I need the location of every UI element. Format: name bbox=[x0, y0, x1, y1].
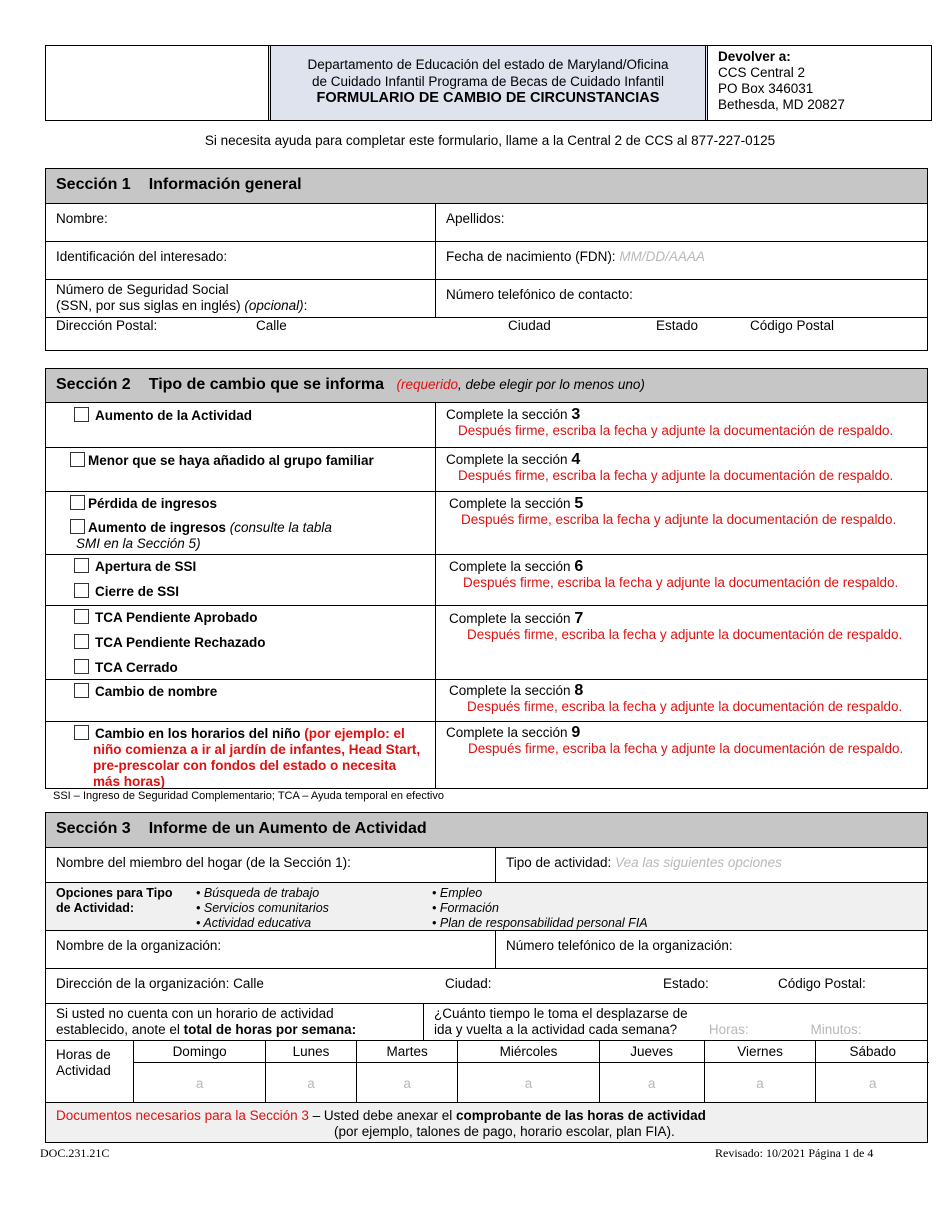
logo-area bbox=[46, 46, 268, 120]
section-1-header bbox=[46, 169, 927, 204]
form-title: FORMULARIO DE CAMBIO DE CIRCUNSTANCIAS bbox=[316, 90, 660, 106]
option-label: TCA Cerrado bbox=[95, 660, 178, 675]
return-line: CCS Central 2 bbox=[718, 65, 806, 80]
field-label: Ciudad: bbox=[445, 976, 492, 991]
section-3-header bbox=[46, 813, 927, 848]
field-label: Código Postal: bbox=[778, 976, 866, 991]
option-item: Plan de responsabilidad personal FIA bbox=[439, 916, 648, 930]
day-hours-input[interactable]: a bbox=[356, 1063, 458, 1104]
complete-label: Complete la sección bbox=[446, 407, 568, 422]
nombre-field[interactable] bbox=[46, 204, 435, 241]
option-tca-cerrado[interactable] bbox=[74, 659, 425, 676]
ssn-field[interactable] bbox=[46, 280, 435, 317]
field-label: Estado: bbox=[663, 976, 709, 991]
day-hours-input[interactable]: a bbox=[704, 1063, 816, 1104]
option-item: Empleo bbox=[439, 886, 483, 900]
section-ref: 9 bbox=[571, 724, 581, 741]
section-3 bbox=[45, 812, 928, 1143]
field-label: Fecha de nacimiento (FDN): bbox=[446, 249, 616, 264]
option-apertura-ssi[interactable] bbox=[74, 558, 425, 575]
field-label: Apellidos: bbox=[446, 211, 505, 226]
option-item: Actividad educativa bbox=[203, 916, 312, 930]
field-label: Estado bbox=[656, 318, 699, 333]
form-row bbox=[46, 242, 927, 280]
horas-placeholder[interactable]: Horas: bbox=[708, 1022, 749, 1037]
field-label: Tipo de actividad: bbox=[506, 855, 612, 870]
section-2-header bbox=[46, 369, 927, 403]
field-label: Número de Seguridad Social bbox=[56, 282, 229, 297]
section-number: Sección 2 bbox=[56, 376, 131, 393]
hours-label: Actividad bbox=[56, 1063, 111, 1078]
option-tca-rechazado[interactable] bbox=[74, 634, 425, 651]
return-line: Bethesda, MD 20827 bbox=[718, 97, 845, 112]
required-documents bbox=[46, 1103, 927, 1142]
options-list-2: • Empleo • Formación • Plan de responsabilidad personal FIA bbox=[432, 886, 648, 930]
section-ref: 8 bbox=[574, 682, 584, 699]
complete-label: Complete la sección bbox=[446, 452, 568, 467]
instruction-text: Después firme, escriba la fecha y adjunte la documentación de respaldo. bbox=[468, 741, 904, 756]
option-nombre[interactable] bbox=[46, 680, 435, 721]
instruction-cell bbox=[435, 492, 927, 554]
field-label: Código Postal bbox=[750, 318, 835, 333]
direccion-field[interactable] bbox=[46, 318, 927, 350]
field-label: Si usted no cuenta con un horario de actividad bbox=[56, 1006, 334, 1021]
docs-examples: (por ejemplo, talones de pago, horario escolar, plan FIA). bbox=[334, 1124, 675, 1139]
field-label: Dirección de la organización: Calle bbox=[56, 976, 264, 991]
field-placeholder: Vea las siguientes opciones bbox=[615, 855, 782, 870]
instruction-text: Después firme, escriba la fecha y adjunte la documentación de respaldo. bbox=[467, 627, 903, 642]
section-number: Sección 1 bbox=[56, 176, 131, 193]
docs-text-bold: comprobante de las horas de actividad bbox=[456, 1108, 706, 1123]
day-header: Lunes bbox=[266, 1041, 357, 1063]
checkbox[interactable] bbox=[70, 519, 85, 534]
complete-label: Complete la sección bbox=[446, 725, 568, 740]
complete-label: Complete la sección bbox=[449, 611, 571, 626]
option-example: niño comienza a ir al jardín de infantes, Head Start, bbox=[93, 742, 421, 757]
complete-label: Complete la sección bbox=[449, 683, 571, 698]
option-cierre-ssi[interactable] bbox=[74, 583, 425, 600]
instruction-cell bbox=[435, 722, 927, 788]
option-example: (por ejemplo: el bbox=[304, 726, 405, 741]
checkbox[interactable] bbox=[74, 659, 89, 674]
options-label: Opciones para Tipo bbox=[56, 886, 173, 900]
return-line: PO Box 346031 bbox=[718, 81, 814, 96]
change-row bbox=[46, 722, 927, 788]
instruction-cell bbox=[435, 680, 927, 721]
field-label: total de horas por semana: bbox=[183, 1022, 357, 1037]
section-ref: 5 bbox=[574, 495, 584, 512]
hours-label: Horas de bbox=[56, 1047, 111, 1062]
day-header: Viernes bbox=[704, 1041, 816, 1063]
dept-line-2: de Cuidado Infantil Programa de Becas de Cuidado Infantil bbox=[312, 74, 664, 89]
form-row bbox=[46, 931, 927, 969]
option-aumento-actividad[interactable] bbox=[46, 403, 435, 447]
day-header: Martes bbox=[356, 1041, 458, 1063]
option-perdida[interactable] bbox=[70, 495, 425, 512]
form-row bbox=[46, 280, 927, 318]
complete-label: Complete la sección bbox=[449, 559, 571, 574]
days-table bbox=[133, 1041, 929, 1103]
section-ref: 4 bbox=[571, 451, 581, 468]
change-row bbox=[46, 403, 927, 448]
complete-label: Complete la sección bbox=[449, 496, 571, 511]
tca-options bbox=[46, 606, 435, 679]
instruction-cell bbox=[435, 448, 927, 491]
ssi-options bbox=[46, 555, 435, 605]
day-hours-input[interactable]: a bbox=[816, 1063, 929, 1104]
checkbox[interactable] bbox=[74, 583, 89, 598]
option-label: TCA Pendiente Rechazado bbox=[95, 635, 266, 650]
instruction-text: Después firme, escriba la fecha y adjunte la documentación de respaldo. bbox=[458, 423, 894, 438]
day-header: Miércoles bbox=[458, 1041, 599, 1063]
activity-options bbox=[46, 883, 927, 931]
field-label: establecido, anote el bbox=[56, 1022, 184, 1037]
checkbox[interactable] bbox=[74, 725, 89, 740]
instruction-cell bbox=[435, 403, 927, 447]
instruction-text: Después firme, escriba la fecha y adjunte la documentación de respaldo. bbox=[461, 512, 897, 527]
section-title: Informe de un Aumento de Actividad bbox=[148, 820, 427, 837]
org-tel-field[interactable] bbox=[495, 931, 927, 968]
section-ref: 6 bbox=[574, 558, 584, 575]
option-note: (consulte la tabla bbox=[229, 520, 332, 535]
header-title-block bbox=[268, 46, 708, 120]
change-row bbox=[46, 606, 927, 680]
change-row bbox=[46, 448, 927, 492]
option-tca-aprobado[interactable] bbox=[74, 609, 425, 626]
day-header: Jueves bbox=[599, 1041, 704, 1063]
total-horas-field[interactable] bbox=[46, 1004, 423, 1040]
form-row bbox=[46, 1004, 927, 1041]
income-options bbox=[46, 492, 435, 554]
miembro-field[interactable] bbox=[46, 848, 495, 882]
section-ref: 3 bbox=[571, 406, 581, 423]
org-nombre-field[interactable] bbox=[46, 931, 495, 968]
option-label: Pérdida de ingresos bbox=[88, 496, 218, 511]
day-hours-input[interactable]: a bbox=[458, 1063, 599, 1104]
field-label: Ciudad bbox=[508, 318, 551, 333]
option-horarios[interactable] bbox=[46, 722, 435, 788]
instruction-cell bbox=[435, 606, 927, 679]
field-label: Nombre del miembro del hogar (de la Sección 1): bbox=[56, 855, 351, 870]
dept-line-1: Departamento de Educación del estado de Maryland/Oficina bbox=[307, 57, 669, 72]
field-label: ida y vuelta a la actividad cada semana? bbox=[434, 1022, 678, 1037]
optional-note: (opcional) bbox=[244, 298, 304, 313]
day-hours-input[interactable]: a bbox=[599, 1063, 704, 1104]
option-label: Aumento de ingresos bbox=[88, 520, 227, 535]
help-text: Si necesita ayuda para completar este formulario, llame a la Central 2 de CCS al 877-227-0125 bbox=[204, 133, 776, 148]
page-info: Revisado: 10/2021 Página 1 de 4 bbox=[715, 1146, 874, 1160]
instruction-cell bbox=[435, 555, 927, 605]
fdn-field[interactable] bbox=[435, 242, 927, 279]
form-header bbox=[45, 45, 932, 121]
field-label: (SSN, por sus siglas en inglés) bbox=[56, 298, 241, 313]
docs-text: – Usted debe anexar el bbox=[308, 1108, 456, 1123]
section-2 bbox=[45, 368, 928, 789]
id-interesado-field[interactable] bbox=[46, 242, 435, 279]
field-label: Número telefónico de la organización: bbox=[506, 938, 733, 953]
change-row bbox=[46, 680, 927, 722]
checkbox[interactable] bbox=[70, 452, 85, 467]
instruction-text: Después firme, escriba la fecha y adjunte la documentación de respaldo. bbox=[458, 468, 894, 483]
checkbox[interactable] bbox=[74, 558, 89, 573]
field-label: : bbox=[303, 298, 308, 313]
option-item: Búsqueda de trabajo bbox=[203, 886, 320, 900]
instruction-text: Después firme, escriba la fecha y adjunte la documentación de respaldo. bbox=[467, 699, 903, 714]
field-label: Nombre: bbox=[56, 211, 108, 226]
option-item: Formación bbox=[439, 901, 499, 915]
option-example: más horas) bbox=[93, 774, 166, 789]
tipo-actividad-field[interactable] bbox=[495, 848, 927, 882]
form-row bbox=[46, 204, 927, 242]
day-hours-input[interactable]: a bbox=[134, 1063, 266, 1104]
traslado-field[interactable] bbox=[423, 1004, 927, 1040]
option-label: Cambio en los horarios del niño bbox=[95, 726, 301, 741]
field-label: Número telefónico de contacto: bbox=[446, 287, 633, 302]
field-label: Calle bbox=[256, 318, 287, 333]
option-menor[interactable] bbox=[46, 448, 435, 491]
checkbox[interactable] bbox=[74, 683, 89, 698]
field-label: Nombre de la organización: bbox=[56, 938, 222, 953]
form-code: DOC.231.21C bbox=[40, 1146, 110, 1160]
org-direccion-field[interactable] bbox=[46, 969, 927, 1004]
change-row bbox=[46, 492, 927, 555]
option-label: TCA Pendiente Aprobado bbox=[95, 610, 258, 625]
instruction-text: Después firme, escriba la fecha y adjunte la documentación de respaldo. bbox=[463, 575, 899, 590]
apellidos-field[interactable] bbox=[435, 204, 927, 241]
field-label: Dirección Postal: bbox=[56, 318, 158, 333]
day-header: Domingo bbox=[134, 1041, 266, 1063]
option-label: Apertura de SSI bbox=[95, 559, 197, 574]
required-note: (requerido bbox=[396, 377, 459, 392]
minutos-placeholder[interactable]: Minutos: bbox=[810, 1022, 862, 1037]
checkbox[interactable] bbox=[74, 407, 89, 422]
checkbox[interactable] bbox=[74, 609, 89, 624]
options-label: de Actividad: bbox=[56, 901, 135, 915]
return-address bbox=[710, 46, 931, 120]
option-item: Servicios comunitarios bbox=[203, 901, 329, 915]
return-label: Devolver a: bbox=[718, 49, 791, 64]
day-hours-input[interactable]: a bbox=[266, 1063, 357, 1104]
section-ref: 7 bbox=[574, 610, 584, 627]
section-title: Tipo de cambio que se informa bbox=[148, 376, 385, 393]
option-label: Menor que se haya añadido al grupo familiar bbox=[88, 453, 374, 468]
option-label: Cambio de nombre bbox=[95, 684, 218, 699]
option-note: SMI en la Sección 5) bbox=[76, 536, 201, 551]
field-label: Identificación del interesado: bbox=[56, 249, 228, 264]
option-example: pre-prescolar con fondos del estado o necesita bbox=[93, 758, 397, 773]
option-label: Cierre de SSI bbox=[95, 584, 180, 599]
footnote: SSI – Ingreso de Seguridad Complementario; TCA – Ayuda temporal en efectivo bbox=[53, 790, 444, 802]
checkbox[interactable] bbox=[74, 634, 89, 649]
docs-required-label: Documentos necesarios para la Sección 3 bbox=[56, 1108, 309, 1123]
date-placeholder: MM/DD/AAAA bbox=[619, 249, 705, 264]
section-number: Sección 3 bbox=[56, 820, 131, 837]
telefono-field[interactable] bbox=[435, 280, 927, 317]
hours-grid bbox=[46, 1041, 927, 1103]
field-label: ¿Cuánto tiempo le toma el desplazarse de bbox=[434, 1006, 688, 1021]
option-label: Aumento de la Actividad bbox=[95, 408, 253, 423]
change-row bbox=[46, 555, 927, 606]
options-list-1: • Búsqueda de trabajo • Servicios comunitarios • Actividad educativa bbox=[196, 886, 329, 930]
checkbox[interactable] bbox=[70, 495, 85, 510]
option-aumento-ingresos[interactable] bbox=[70, 519, 425, 536]
required-note-rest: , debe elegir por lo menos uno) bbox=[458, 377, 645, 392]
day-header: Sábado bbox=[816, 1041, 929, 1063]
section-title: Información general bbox=[148, 176, 302, 193]
form-row bbox=[46, 848, 927, 883]
section-1 bbox=[45, 168, 928, 351]
